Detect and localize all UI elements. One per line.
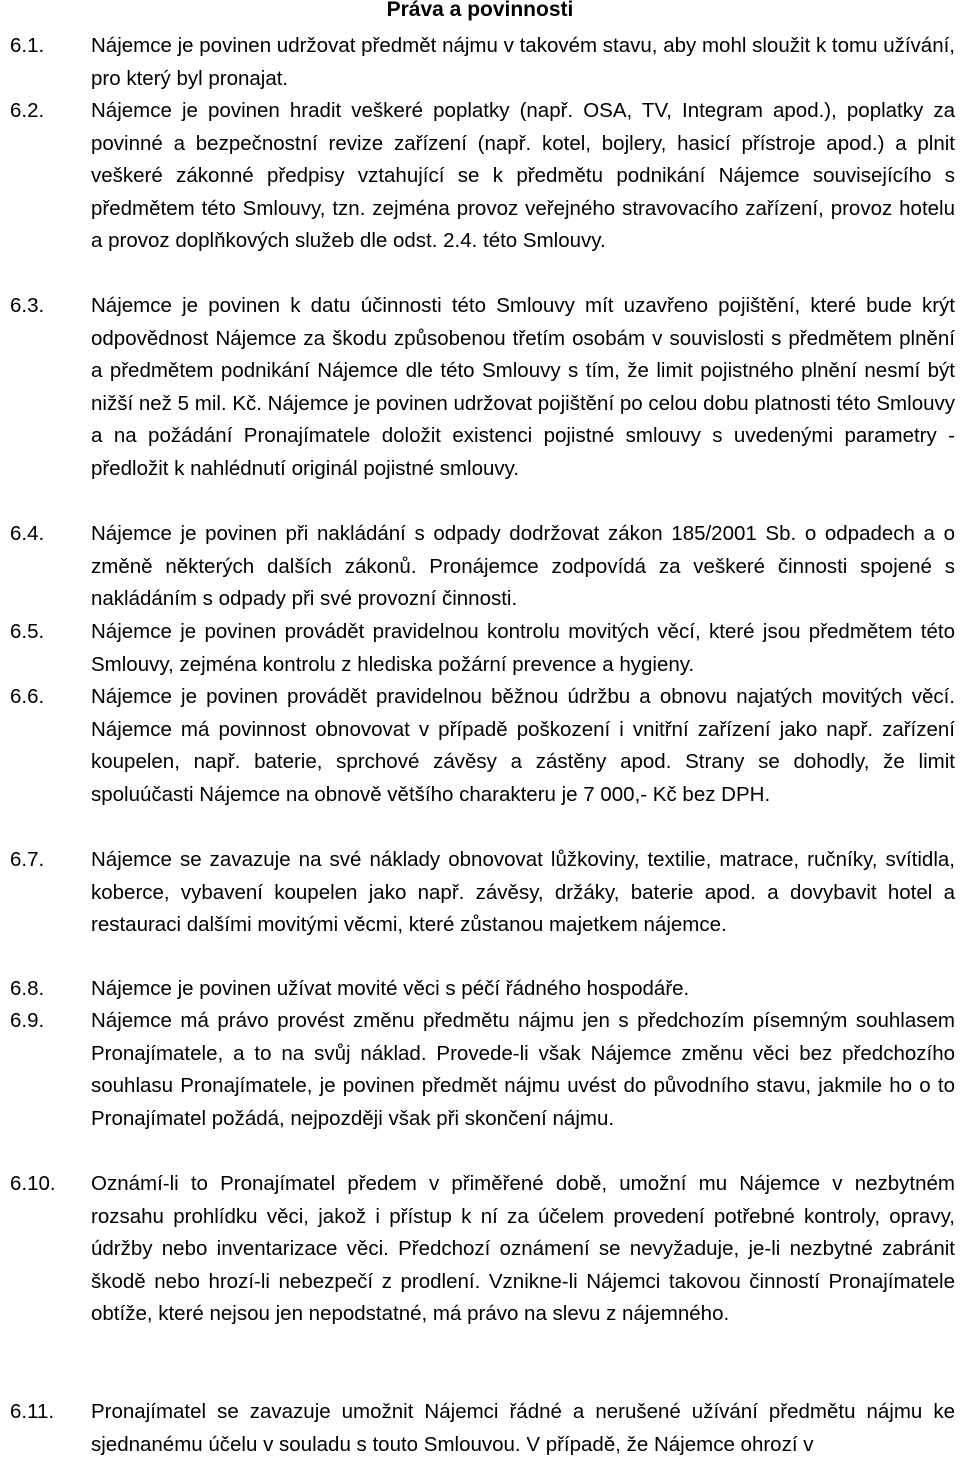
clause-number: 6.10.: [10, 1172, 56, 1195]
clause-6-9: [0, 1005, 960, 1135]
clause-number: 6.6.: [10, 685, 45, 708]
clause-number: 6.11.: [10, 1400, 55, 1423]
clause-text: Nájemce je povinen provádět pravidelnou běžnou údržbu a obnovu najatých movitých věcí. Nájemce má povinnost obnovovat v případě poškození i vnitřní zařízení jako např. zařízení koupelen, např. baterie, sprchové závěsy a zástěny apod. Strany se dohodly, že limit spoluúčasti Nájemce na obnově většího charakteru je 7 000,- Kč bez DPH.: [91, 685, 955, 806]
clause-number: 6.2.: [10, 99, 45, 122]
clause-6-3: [0, 290, 960, 486]
clause-number: 6.8.: [10, 977, 45, 1000]
clause-6-10: [0, 1168, 960, 1331]
clause-number: 6.4.: [10, 522, 45, 545]
clause-6-2: [0, 95, 960, 258]
clause-6-1: [0, 30, 960, 95]
clause-text: Nájemce je povinen udržovat předmět nájmu v takovém stavu, aby mohl sloužit k tomu užívání, pro který byl pronajat.: [91, 34, 955, 90]
clause-text: Pronajímatel se zavazuje umožnit Nájemci řádné a nerušené užívání předmětu nájmu ke sjednanému účelu v souladu s touto Smlouvou. V případě, že Nájemce ohrozí v: [91, 1400, 955, 1456]
clause-text: Nájemce je povinen při nakládání s odpady dodržovat zákon 185/2001 Sb. o odpadech a o změně některých dalších zákonů. Pronájemce zodpovídá za veškeré činnosti spojené s nakládáním s odpady při své provozní činnosti.: [91, 522, 955, 611]
clause-6-5: [0, 616, 960, 681]
clause-number: 6.1.: [10, 34, 45, 57]
clause-text: Nájemce se zavazuje na své náklady obnovovat lůžkoviny, textilie, matrace, ručníky, svítidla, koberce, vybavení koupelen jako např. závěsy, držáky, baterie apod. a dovybavit hotel a restauraci dalšími movitými věcmi, které zůstanou majetkem nájemce.: [91, 848, 955, 937]
clause-number: 6.7.: [10, 848, 45, 871]
clause-number: 6.3.: [10, 294, 45, 317]
clause-text: Nájemce je povinen provádět pravidelnou kontrolu movitých věcí, které jsou předmětem této Smlouvy, zejména kontrolu z hlediska požární prevence a hygieny.: [91, 620, 955, 676]
clause-text: Nájemce je povinen k datu účinnosti této Smlouvy mít uzavřeno pojištění, které bude krýt odpovědnost Nájemce za škodu způsobenou třetím osobám v souvislosti s předmětem plnění a předmětem podnikání Nájemce dle této Smlouvy s tím, že limit pojistného plnění nesmí být nižší než 5 mil. Kč. Nájemce je povinen udržovat pojištění po celou dobu platnosti této Smlouvy a na požádání Pronajímatele doložit existenci pojistné smlouvy s uvedenými parametry - předložit k nahlédnutí originál pojistné smlouvy.: [91, 294, 955, 480]
clause-6-8: [0, 973, 960, 1006]
clause-text: Nájemce je povinen hradit veškeré poplatky (např. OSA, TV, Integram apod.), poplatky za povinné a bezpečnostní revize zařízení (např. kotel, bojlery, hasicí přístroje apod.) a plnit veškeré zákonné předpisy vztahující se k předmětu podnikání Nájemce souvisejícího s předmětem této Smlouvy, tzn. zejména provoz veřejného stravovacího zařízení, provoz hotelu a provoz doplňkových služeb dle odst. 2.4. této Smlouvy.: [91, 99, 955, 253]
clause-number: 6.9.: [10, 1009, 45, 1032]
clause-text: Nájemce je povinen užívat movité věci s péčí řádného hospodáře.: [91, 977, 690, 1000]
clause-text: Oznámí-li to Pronajímatel předem v přiměřené době, umožní mu Nájemce v nezbytném rozsahu prohlídku věci, jakož i přístup k ní za účelem provedení potřebné kontroly, opravy, údržby nebo inventarizace věci. Předchozí oznámení se nevyžaduje, je-li nezbytné zabránit škodě nebo hrozí-li nebezpečí z prodlení. Vznikne-li Nájemci takovou činností Pronajímatele obtíže, které nejsou jen nepodstatné, má právo na slevu z nájemného.: [91, 1172, 955, 1326]
section-heading: Práva a povinnosti: [386, 0, 574, 21]
clause-number: 6.5.: [10, 620, 45, 643]
clause-6-7: [0, 844, 960, 942]
clause-6-6: [0, 681, 960, 811]
clause-text: Nájemce má právo provést změnu předmětu nájmu jen s předchozím písemným souhlasem Pronajímatele, a to na svůj náklad. Provede-li však Nájemce změnu věci bez předchozího souhlasu Pronajímatele, je povinen předmět nájmu uvést do původního stavu, jakmile ho o to Pronajímatel požádá, nejpozději však při skončení nájmu.: [91, 1009, 955, 1130]
clause-6-11: [0, 1396, 960, 1461]
clause-6-4: [0, 518, 960, 616]
